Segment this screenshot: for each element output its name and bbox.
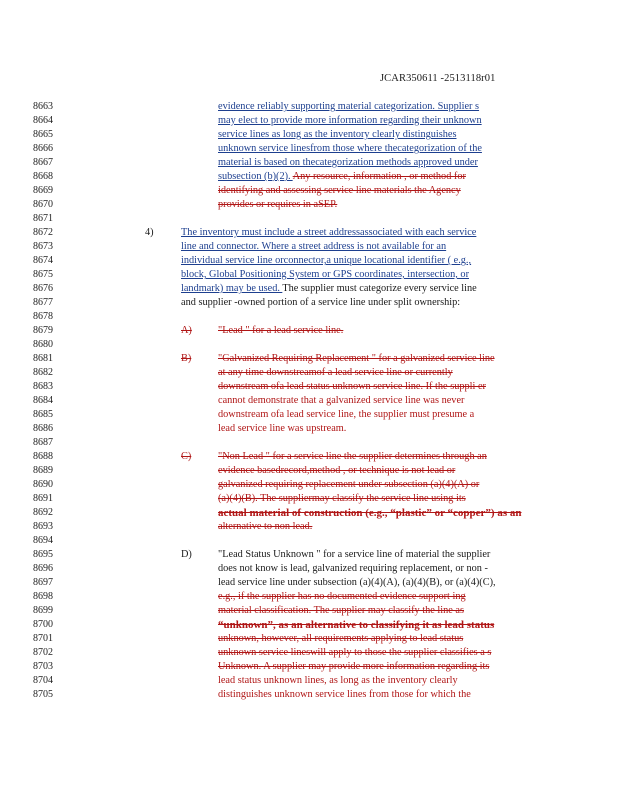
text-line: lead status unknown lines, as long as the inventory clearly [218,675,458,686]
item-label-a: A) [181,325,192,336]
text-line [181,282,477,296]
text-line: material classification. The supplier may classify the line as [218,605,464,616]
deleted-text: Unknown. [218,661,264,672]
text-line: unknown service lineswill apply to those the supplier classifies a s [218,647,492,658]
line-number: 8671 [33,213,53,224]
text-line [218,170,466,184]
line-number: 8689 [33,465,53,476]
item-label-b: B) [181,353,192,364]
text-line: service lines as long as the inventory clearly distinguishes [218,129,457,140]
text-line: downstream ofa lead service line, the supplier must presume a [218,409,475,420]
line-number: 8705 [33,689,53,700]
deleted-text: Any resource, information , or method for [292,171,466,182]
text-line: “unknown”, as an alternative to classifying it as lead status [218,619,495,631]
text-line: may elect to provide more information regarding their unknown [218,115,482,126]
text-line: "Non Lead " for a service line the supplier determines through an [218,451,487,462]
text-line [218,380,486,394]
text-line: identifying and assessing service line materials the Agency [218,185,461,196]
line-number: 8666 [33,143,53,154]
inserted-text: landmark) may be used. [181,283,283,294]
line-number: 8703 [33,661,53,672]
deleted-text: downstream ofa lead status unknown service line. [218,381,426,392]
text-line: actual material of construction (e.g., “plastic” or “copper”) as an [218,507,522,519]
text-line: provides or requires in aSEP. [218,199,338,210]
text-line: lead service line was upstream. [218,423,347,434]
line-number: 8684 [33,395,53,406]
line-number: 8695 [33,549,53,560]
text-line: galvanized requiring replacement under subsection (a)(4)(A) or [218,479,480,490]
deleted-text: If the suppli er [425,381,486,392]
line-number: 8664 [33,115,53,126]
text-line: evidence basedrecord,method , or technique is not lead or [218,465,456,476]
text-line: and supplier -owned portion of a service line under split ownership: [181,297,461,308]
line-number: 8686 [33,423,53,434]
text-line: material is based on thecategorization methods approved under [218,157,478,168]
inserted-text: subsection (b)(2). [218,171,293,182]
item-label-d: D) [181,549,192,560]
line-number: 8685 [33,409,53,420]
line-number: 8677 [33,297,53,308]
line-number: 8691 [33,493,53,504]
text-line: (a)(4)(B). The suppliermay classify the service line using its [218,493,466,504]
line-number: 8670 [33,199,53,210]
line-number: 8690 [33,479,53,490]
text-line: unknown, however, all requirements applying to lead status [218,633,464,644]
line-number: 8675 [33,269,53,280]
text-line: lead service line under subsection (a)(4)(A), (a)(4)(B), or (a)(4)(C), [218,577,496,588]
line-number: 8694 [33,535,53,546]
item-label-4: 4) [145,227,154,238]
line-number: 8669 [33,185,53,196]
text-line: evidence reliably supporting material categorization. Supplier s [218,101,480,112]
text-line: The inventory must include a street addressassociated with each service [181,227,477,238]
text-line: at any time downstreamof a lead service line or currently [218,367,453,378]
line-number: 8704 [33,675,53,686]
text-line: line and connector. Where a street address is not available for an [181,241,447,252]
line-number: 8687 [33,437,53,448]
line-number: 8697 [33,577,53,588]
line-number: 8701 [33,633,53,644]
text-line: e.g., if the supplier has no documented evidence support ing [218,591,466,602]
line-number: 8679 [33,325,53,336]
text-line: does not know is lead, galvanized requiring replacement, or non - [218,563,488,574]
item-label-c: C) [181,451,192,462]
line-number: 8696 [33,563,53,574]
text-line: "Lead Status Unknown " for a service line of material the supplier [218,549,491,560]
text-line: alternative to non lead. [218,521,313,532]
line-number: 8693 [33,521,53,532]
document-header: JCAR350611 -2513118r01 [380,73,496,84]
line-number: 8702 [33,647,53,658]
line-number: 8683 [33,381,53,392]
line-number: 8673 [33,241,53,252]
plain-text: The supplier must categorize every service line [282,283,477,294]
text-line: "Lead " for a lead service line. [218,325,344,336]
line-number: 8688 [33,451,53,462]
line-number: 8665 [33,129,53,140]
line-number: 8676 [33,283,53,294]
text-line: "Galvanized Requiring Replacement " for a galvanized service line [218,353,495,364]
line-number: 8667 [33,157,53,168]
deleted-text: A supplier may provide more information regarding its [263,661,490,672]
text-line: individual service line orconnector,a unique locational identifier ( e.g., [181,255,472,266]
line-number: 8681 [33,353,53,364]
text-line: unknown service linesfrom those where thecategorization of the [218,143,482,154]
line-number: 8692 [33,507,53,518]
line-number: 8678 [33,311,53,322]
line-number: 8699 [33,605,53,616]
text-line: distinguishes unknown service lines from those for which the [218,689,471,700]
line-number: 8668 [33,171,53,182]
line-number: 8680 [33,339,53,350]
line-number: 8674 [33,255,53,266]
text-line [218,660,489,674]
line-number-gutter [33,100,73,702]
line-number: 8672 [33,227,53,238]
line-number: 8682 [33,367,53,378]
line-number: 8663 [33,101,53,112]
text-line: cannot demonstrate that a galvanized service line was never [218,395,465,406]
line-number: 8700 [33,619,53,630]
text-line: block, Global Positioning System or GPS coordinates, intersection, or [181,269,470,280]
line-number: 8698 [33,591,53,602]
